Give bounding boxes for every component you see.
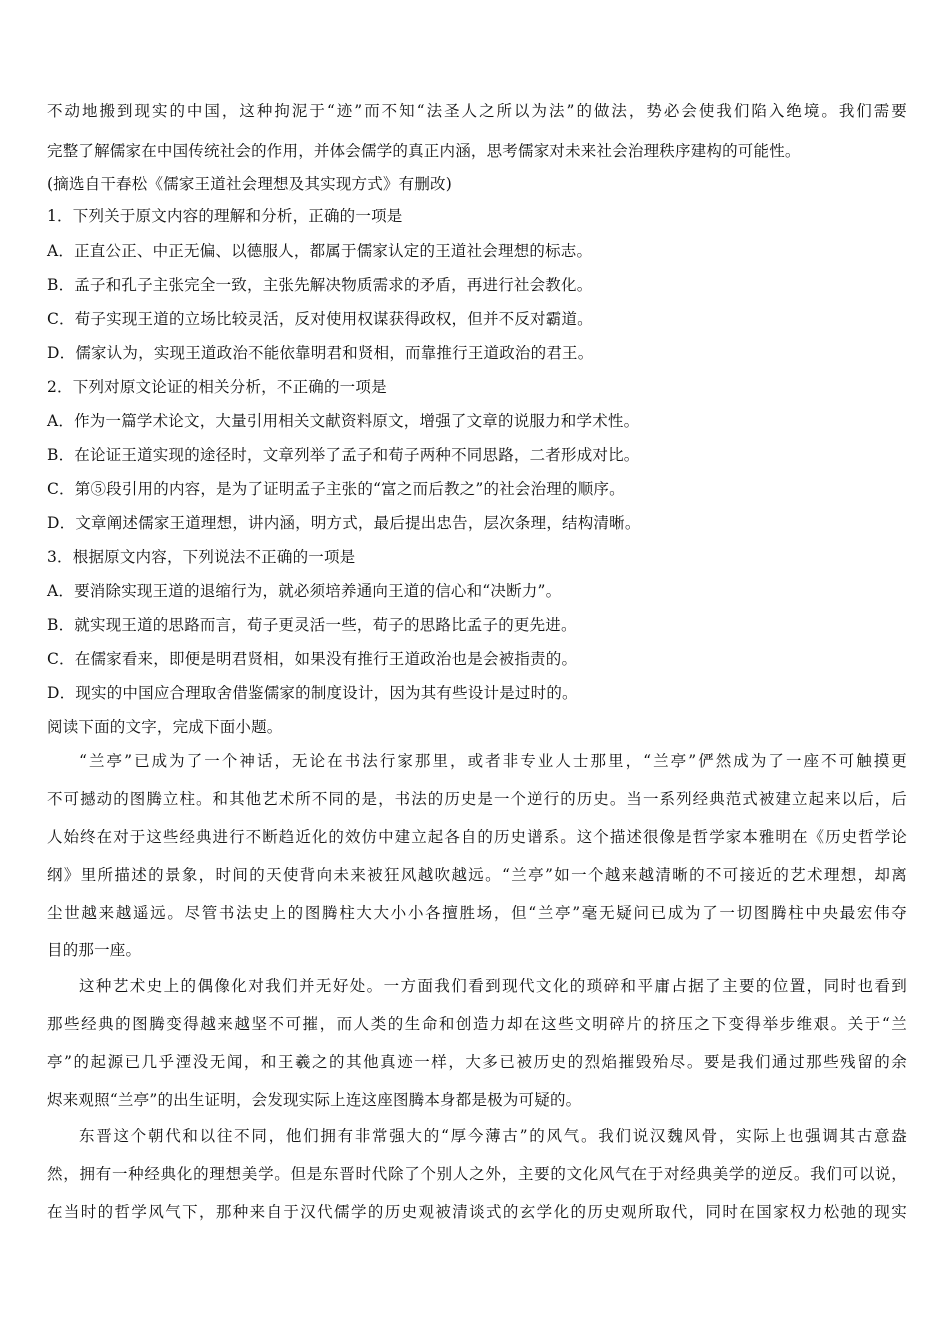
- question-1-stem: 1．下列关于原文内容的理解和分析，正确的一项是: [47, 207, 403, 225]
- passage2-para2-line: 那些经典的图腾变得越来越坚不可摧，而人类的生命和创造力却在这些文明碎片的挤压之下变得举步维艰。关于“兰: [47, 1015, 907, 1033]
- passage2-para3-line: 然，拥有一种经典化的理想美学。但是东晋时代除了个别人之外，主要的文化风气在于对经典美学的逆反。我们可以说，: [47, 1165, 907, 1183]
- question-2-stem: 2．下列对原文论证的相关分析，不正确的一项是: [47, 378, 387, 396]
- question-3-option-a: A．要消除实现王道的退缩行为，就必须培养通向王道的信心和“决断力”。: [47, 582, 562, 600]
- passage2-para1-line: 人始终在对于这些经典进行不断趋近化的效仿中建立起各自的历史谱系。这个描述很像是哲学家本雅明在《历史哲学论: [47, 828, 907, 846]
- passage1-line: 完整了解儒家在中国传统社会的作用，并体会儒学的真正内涵，思考儒家对未来社会治理秩序建构的可能性。: [47, 142, 801, 160]
- passage2-para2-line: 这种艺术史上的偶像化对我们并无好处。一方面我们看到现代文化的琐碎和平庸占据了主要的位置，同时也看到: [79, 977, 907, 995]
- question-3-option-d: D．现实的中国应合理取舍借鉴儒家的制度设计，因为其有些设计是过时的。: [47, 684, 578, 702]
- source-citation: (摘选自干春松《儒家王道社会理想及其实现方式》有删改): [47, 175, 452, 193]
- question-2-option-d: D．文章阐述儒家王道理想，讲内涵，明方式，最后提出忠告，层次条理，结构清晰。: [47, 514, 641, 532]
- question-1-option-c: C．荀子实现王道的立场比较灵活，反对使用权谋获得政权，但并不反对霸道。: [47, 310, 593, 328]
- passage1-line: 不动地搬到现实的中国，这种拘泥于“迹”而不知“法圣人之所以为法”的做法，势必会使我们陷入绝境。我们需要: [47, 102, 907, 120]
- passage2-para1-line: 尘世越来越遥远。尽管书法史上的图腾柱大大小小各擅胜场，但“兰亭”毫无疑问已成为了一切图腾柱中央最宏伟夺: [47, 904, 907, 922]
- question-2-option-a: A．作为一篇学术论文，大量引用相关文献资料原文，增强了文章的说服力和学术性。: [47, 412, 640, 430]
- passage2-para2-line: 亭”的起源已几乎湮没无闻，和王羲之的其他真迹一样，大多已被历史的烈焰摧毁殆尽。要是我们通过那些残留的余: [47, 1053, 907, 1071]
- passage2-para1-line: 目的那一座。: [47, 941, 142, 959]
- question-2-option-b: B．在论证王道实现的途径时，文章列举了孟子和荀子两种不同思路，二者形成对比。: [47, 446, 640, 464]
- passage2-para2-line: 烬来观照“兰亭”的出生证明，会发现实际上连这座图腾本身都是极为可疑的。: [47, 1091, 582, 1109]
- question-1-option-a: A．正直公正、中正无偏、以德服人，都属于儒家认定的王道社会理想的标志。: [47, 242, 593, 260]
- question-1-option-d: D．儒家认为，实现王道政治不能依靠明君和贤相，而靠推行王道政治的君王。: [47, 344, 594, 362]
- question-2-option-c: C．第⑤段引用的内容，是为了证明孟子主张的“富之而后教之”的社会治理的顺序。: [47, 480, 625, 498]
- passage2-para3-line: 在当时的哲学风气下，那种来自于汉代儒学的历史观被清谈式的玄学化的历史观所取代，同时在国家权力松弛的现实: [47, 1203, 907, 1221]
- passage2-para3-line: 东晋这个朝代和以往不同，他们拥有非常强大的“厚今薄古”的风气。我们说汉魏风骨，实际上也强调其古意盎: [79, 1127, 907, 1145]
- reading-prompt: 阅读下面的文字，完成下面小题。: [47, 718, 283, 736]
- question-3-option-c: C．在儒家看来，即便是明君贤相，如果没有推行王道政治也是会被指责的。: [47, 650, 578, 668]
- passage2-para1-line: “兰亭”已成为了一个神话，无论在书法行家那里，或者非专业人士那里，“兰亭”俨然成为了一座不可触摸更: [79, 752, 907, 770]
- question-3-option-b: B．就实现王道的思路而言，荀子更灵活一些，荀子的思路比孟子的更先进。: [47, 616, 577, 634]
- question-1-option-b: B．孟子和孔子主张完全一致，主张先解决物质需求的矛盾，再进行社会教化。: [47, 276, 593, 294]
- question-3-stem: 3．根据原文内容，下列说法不正确的一项是: [47, 548, 356, 566]
- passage2-para1-line: 不可撼动的图腾立柱。和其他艺术所不同的是，书法的历史是一个逆行的历史。当一系列经典范式被建立起来以后，后: [47, 790, 907, 808]
- passage2-para1-line: 纲》里所描述的景象，时间的天使背向未来被狂风越吹越远。“兰亭”如一个越来越清晰的不可接近的艺术理想，却离: [47, 866, 907, 884]
